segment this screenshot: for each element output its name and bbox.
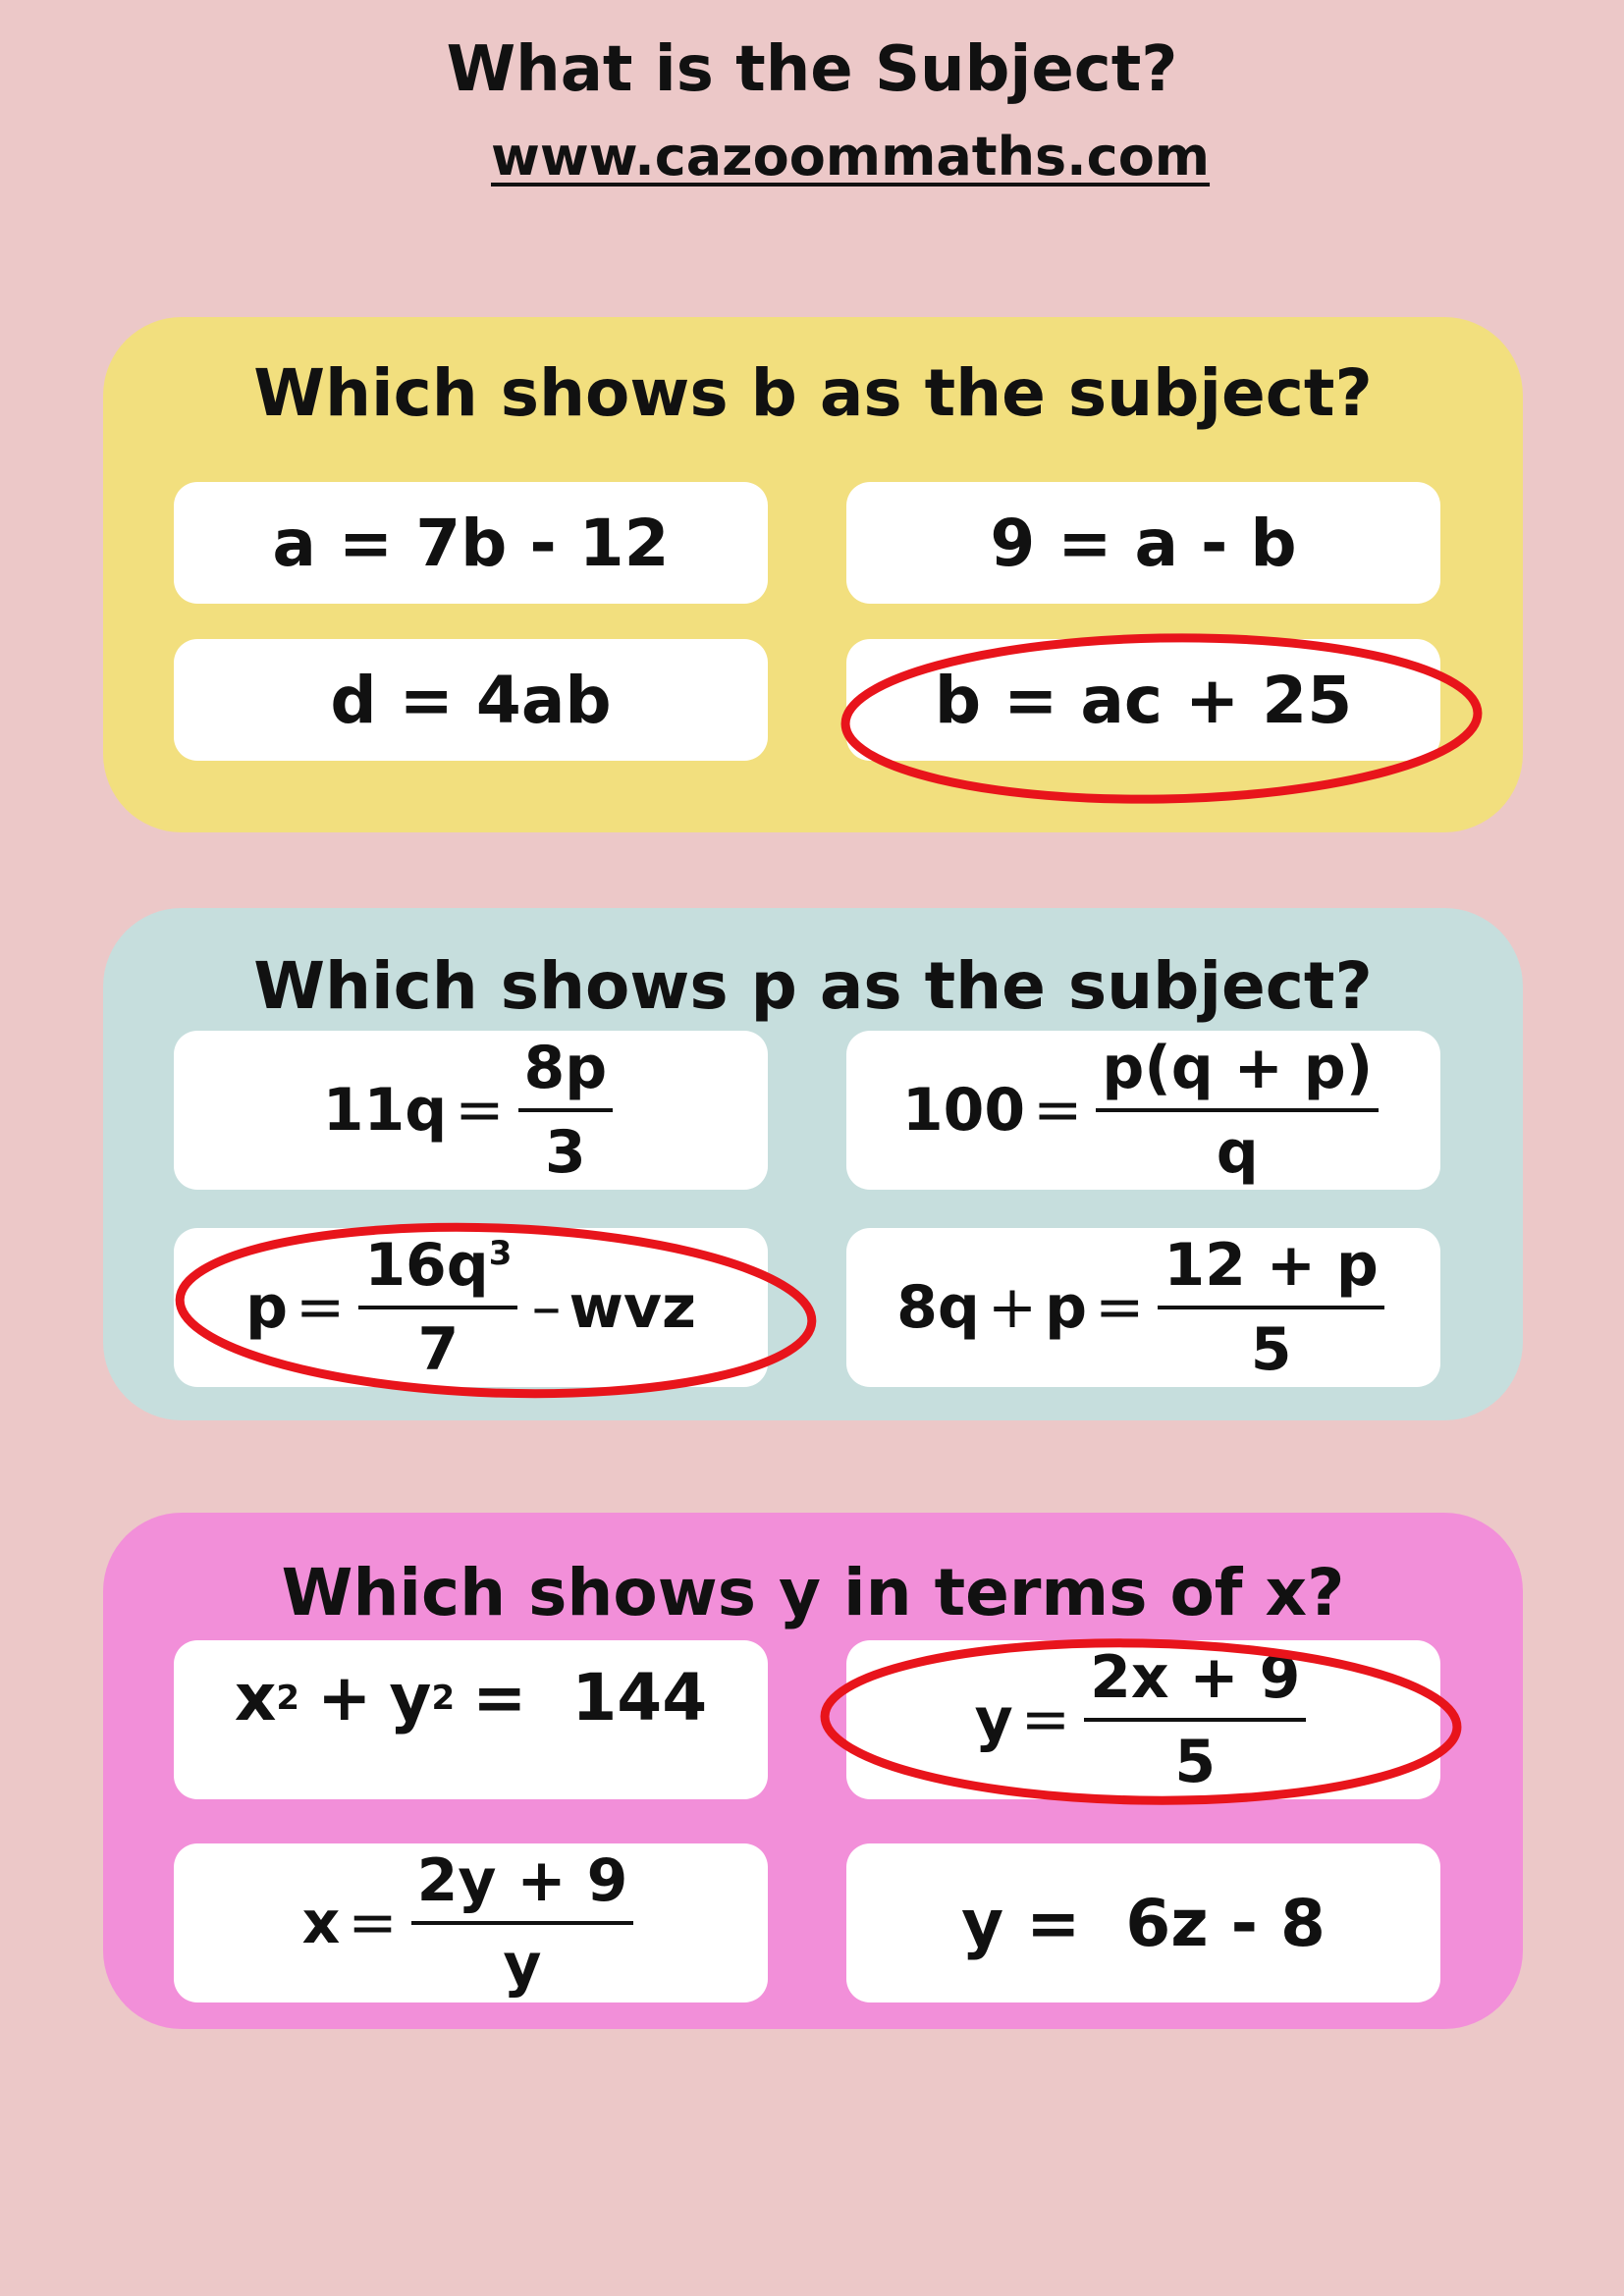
denominator: 3 xyxy=(518,1108,614,1187)
option-box[interactable] xyxy=(174,1640,768,1799)
numerator: p(q + p) xyxy=(1102,1034,1374,1102)
question-heading: Which shows p as the subject? xyxy=(253,948,1373,1024)
equation-term: x xyxy=(234,1660,277,1735)
equation-lhs: 11q xyxy=(322,1076,448,1145)
option-box-correct[interactable] xyxy=(174,1228,768,1387)
numerator xyxy=(358,1231,517,1306)
option-box-correct[interactable] xyxy=(846,639,1440,761)
equation-lhs: 100 xyxy=(901,1076,1026,1145)
question-heading: Which shows y in terms of x? xyxy=(281,1555,1345,1630)
equation-lhs: p xyxy=(245,1273,289,1342)
equation: x 2 + y 2 = 144 xyxy=(234,1660,708,1735)
plus-sign: + xyxy=(987,1273,1038,1342)
exponent: 3 xyxy=(488,1234,513,1273)
equation xyxy=(902,1034,1384,1187)
numerator: 8p xyxy=(523,1034,608,1102)
numerator: 12 + p xyxy=(1164,1231,1379,1300)
option-text: y = 6z - 8 xyxy=(961,1885,1326,1961)
option-text: a = 7b - 12 xyxy=(272,505,670,581)
equation-term: y xyxy=(389,1660,432,1735)
numerator: 2x + 9 xyxy=(1090,1643,1301,1712)
equation-lhs: 8q xyxy=(896,1273,980,1342)
equation-term: wvz xyxy=(568,1273,696,1342)
equation-lhs: x xyxy=(301,1889,341,1957)
fraction xyxy=(411,1846,634,2000)
equals-sign: = xyxy=(1033,1076,1083,1145)
website-link[interactable]: www.cazoommaths.com xyxy=(491,126,1211,187)
page-title: What is the Subject? xyxy=(446,33,1178,106)
equation-lhs: y xyxy=(974,1685,1013,1754)
equation-term: p xyxy=(1045,1273,1088,1342)
option-box-correct[interactable] xyxy=(846,1640,1440,1799)
minus-sign: – xyxy=(531,1273,562,1342)
option-box[interactable] xyxy=(846,1228,1440,1387)
option-box[interactable] xyxy=(846,482,1440,604)
equals-sign: = xyxy=(296,1273,346,1342)
question-panel-y xyxy=(103,1513,1523,2029)
option-text: b = ac + 25 xyxy=(934,662,1353,738)
equation-term: = 144 xyxy=(472,1660,708,1735)
denominator: 5 xyxy=(1158,1306,1384,1384)
denominator: y xyxy=(411,1921,634,2000)
equation xyxy=(975,1643,1313,1796)
option-box[interactable] xyxy=(174,639,768,761)
fraction xyxy=(518,1034,614,1187)
numerator: 2y + 9 xyxy=(416,1846,628,1915)
option-box[interactable] xyxy=(846,1843,1440,2002)
equals-sign: = xyxy=(1095,1273,1145,1342)
question-panel-b xyxy=(103,317,1523,832)
option-text: 9 = a - b xyxy=(990,505,1297,581)
equals-sign: = xyxy=(348,1889,398,1957)
equation xyxy=(302,1846,640,2000)
option-text: d = 4ab xyxy=(330,662,612,738)
equation xyxy=(323,1034,619,1187)
equation xyxy=(896,1231,1390,1384)
question-panel-p xyxy=(103,908,1523,1420)
plus-sign: + xyxy=(317,1660,372,1735)
option-box[interactable] xyxy=(174,1843,768,2002)
option-box[interactable] xyxy=(174,1031,768,1190)
option-box[interactable] xyxy=(846,1031,1440,1190)
fraction xyxy=(358,1231,517,1384)
fraction xyxy=(1084,1643,1306,1796)
fraction xyxy=(1096,1034,1379,1187)
numerator-base: 16q xyxy=(364,1231,489,1300)
fraction xyxy=(1158,1231,1384,1384)
denominator: q xyxy=(1096,1108,1379,1187)
denominator: 5 xyxy=(1084,1718,1306,1796)
denominator: 7 xyxy=(358,1306,517,1384)
equals-sign: = xyxy=(1020,1685,1071,1754)
question-heading: Which shows b as the subject? xyxy=(253,355,1373,431)
equation xyxy=(245,1231,696,1384)
equals-sign: = xyxy=(455,1076,505,1145)
option-box[interactable] xyxy=(174,482,768,604)
